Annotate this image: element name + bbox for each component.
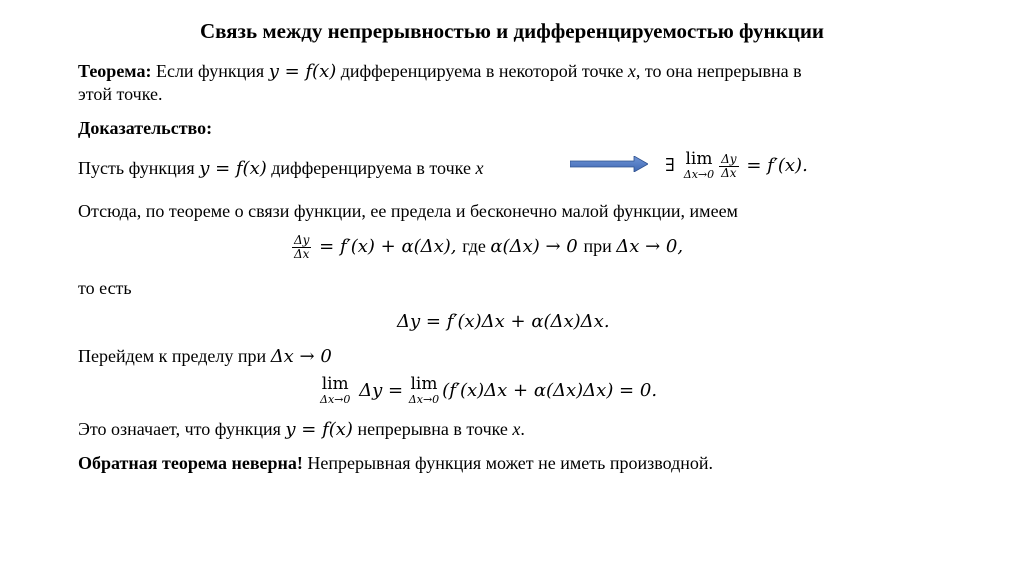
slide-title: Связь между непрерывностью и дифференцируемостью функции: [199, 19, 825, 43]
proof-label: Доказательство:: [78, 118, 213, 138]
proof-step-5: Это означает, что функция y = f(x) непрерывна в точке x.: [78, 419, 525, 440]
equation-1: $\frac{\Delta y}{\Delta x}$ = f′(x) + α(Δx), где α(Δx) → 0 при Δx → 0,: [294, 233, 684, 262]
proof-step-4: Перейдем к пределу при Δx → 0: [78, 346, 332, 367]
proof-step-2: Отсюда, по теореме о связи функции, ее предела и бесконечно малой функции, имеем: [78, 201, 738, 221]
conclusion: Обратная теорема неверна! Непрерывная функция может не иметь производной.: [78, 453, 714, 473]
equation-3: lim Δx→0 Δy = lim Δx→0 (f′(x)Δx + α(Δx)Δx) = 0.: [320, 373, 658, 406]
theorem-text: , то она непрерывна в: [635, 61, 802, 81]
theorem-label: Теорема:: [78, 61, 152, 81]
step1-point: x: [475, 158, 484, 178]
derivative-limit-formula: ∃ lim Δx→0 $\frac{\Delta y}{\Delta x}$ = f′(x).: [665, 148, 808, 181]
theorem-line-2: этой точке.: [78, 84, 163, 104]
right-arrow-icon: [570, 156, 648, 177]
theorem-text: Если функция: [151, 61, 269, 81]
conclusion-bold: Обратная теорема неверна!: [78, 453, 303, 473]
exists-symbol: ∃: [665, 155, 675, 176]
equation-2: Δy = f′(x)Δx + α(Δx)Δx.: [397, 311, 610, 332]
theorem-text: дифференцируема в некоторой точке: [336, 61, 628, 81]
proof-step-1: Пусть функция y = f(x) дифференцируема в точке x: [78, 158, 484, 179]
step1-formula: y = f(x): [199, 158, 267, 179]
theorem-point: x: [627, 61, 636, 81]
proof-step-3: то есть: [78, 278, 132, 298]
theorem-line-1: [78, 60, 802, 83]
theorem-formula: y = f(x): [268, 61, 337, 82]
